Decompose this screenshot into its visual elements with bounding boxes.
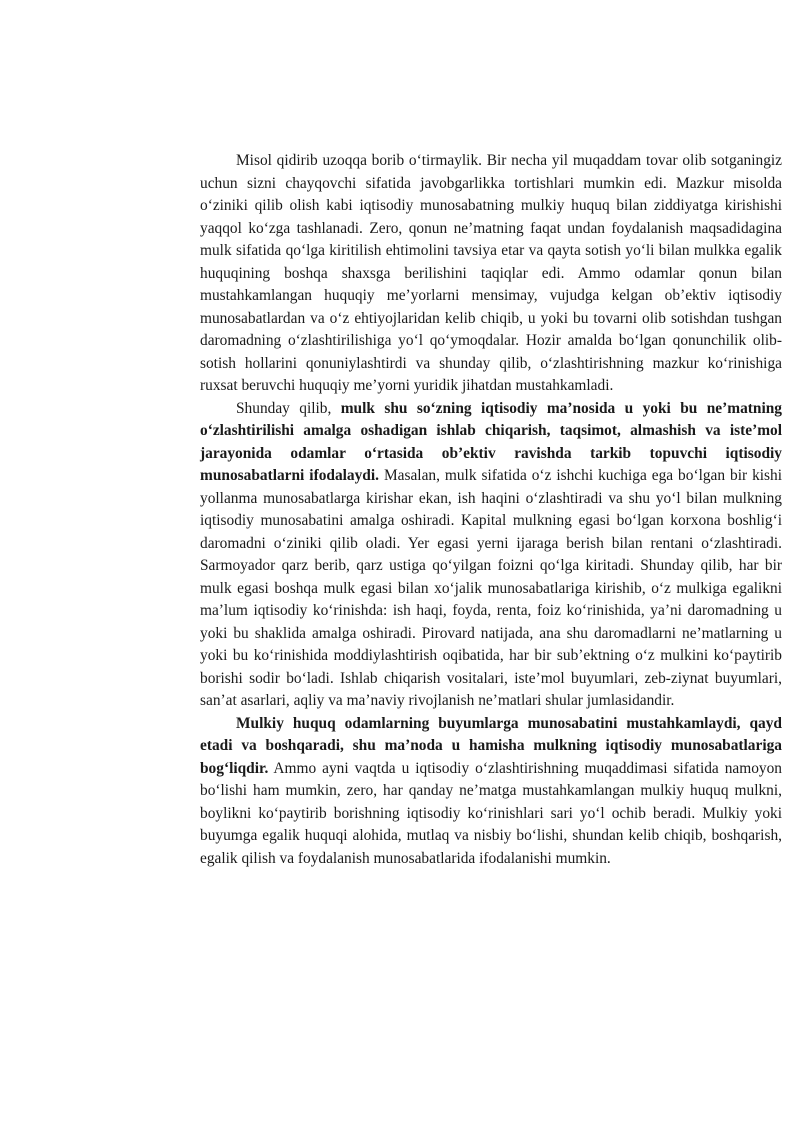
paragraph-2 [200,398,782,713]
paragraph-text: Ammo ayni vaqtda u iqtisodiy o‘zlashtirishning muqaddimasi sifatida namoyon bo‘lishi ham mumkin, zero, har qanday ne’matga mustahkamlangan mulkiy huquq mulkni, boylikni ko‘paytirib borishning iqtisodiy ko‘rinishlari sari yo‘l ochib beradi. Mulkiy yoki buyumga egalik huquqi alohida, mutlaq va nisbiy bo‘lishi, shundan kelib chiqib, boshqarish, egalik qilish va foydalanish munosabatlarida ifodalanishi mumkin. [200,759,782,867]
emphasized-definition: mulk shu so‘zning iqtisodiy ma’nosida u yoki bu ne’matning o‘zlashtirilishi amalga oshadigan ishlab chiqarish, taqsimot, almashish va iste’mol jarayonida odamlar o‘rtasida ob’ektiv ravishda tarkib topuvchi iqtisodiy munosabatlarni ifodalaydi. [200,399,782,484]
paragraph-text: Misol qidirib uzoqqa borib o‘tirmaylik. Bir necha yil muqaddam tovar olib sotganingiz uchun sizni chayqovchi sifatida javobgarlikka tortishlari mumkin edi. Mazkur misolda o‘ziniki qilib olish kabi iqtisodiy munosabatning mulkiy huquq bilan ziddiyatga kirishishi yaqqol ko‘zga tashlanadi. Zero, qonun ne’matning faqat undan foydalanish maqsadidagina mulk sifatida qo‘lga kiritilish ehtimolini tavsiya etar va qayta sotish yo‘li bilan mulkka egalik huquqining boshqa shaxsga berilishini taqiqlar edi. Ammo odamlar qonun bilan mustahkamlangan huquqiy me’yorlarni mensimay, vujudga kelgan ob’ektiv iqtisodiy munosabatlardan va o‘z ehtiyojlaridan kelib chiqib, u yoki bu tovarni olib sotishdan tushgan daromadning o‘zlashtirilishiga yo‘l qo‘ymoqdalar. Hozir amalda bo‘lgan qonunchilik olib-sotish hollarini qonuniylashtirdi va shunday qilib, o‘zlashtirishning mazkur ko‘rinishiga ruxsat beruvchi huquqiy me’yorni yuridik jihatdan mustahkamladi. [200,152,782,394]
paragraph-text: Shunday qilib, [236,399,341,417]
body-text [200,150,782,870]
paragraph-text: Masalan, mulk sifatida o‘z ishchi kuchiga ega bo‘lgan bir kishi yollanma munosabatlarga kirishar ekan, ish haqini o‘zlashtiradi va shu yo‘l bilan mulkning iqtisodiy munosabatini amalga oshiradi. Kapital mulkning egasi bo‘lgan korxona boshlig‘i daromadni o‘ziniki qilib oladi. Yer egasi yerni ijaraga berish bilan rentani o‘zlashtiradi. Sarmoyador qarz berib, qarz ustiga qo‘yilgan foizni qo‘lga kiritadi. Shunday qilib, har bir mulk egasi boshqa mulk egasi bilan xo‘jalik munosabatlariga kirishib, o‘z mulkiga egalikni ma’lum iqtisodiy ko‘rinishda: ish haqi, foyda, renta, foiz ko‘rinishida, ya’ni daromadning u yoki bu shaklida amalga oshiradi. Pirovard natijada, ana shu daromadlarni ne’matlarning u yoki bu ko‘rinishida moddiylashtirish oqibatida, har bir sub’ektning o‘z mulkini ko‘paytirib borishi sodir bo‘ladi. Ishlab chiqarish vositalari, iste’mol buyumlari, zeb-ziynat buyumlari, san’at asarlari, aqliy va ma’naviy rivojlanish ne’matlari shular jumlasidandir. [200,467,783,709]
paragraph-1 [200,150,782,398]
paragraph-3 [200,713,782,871]
emphasized-definition: Mulkiy huquq odamlarning buyumlarga munosabatini mustahkamlaydi, qayd etadi va boshqaradi, shu ma’noda u hamisha mulkning iqtisodiy munosabatlariga bog‘liqdir. [200,714,782,777]
